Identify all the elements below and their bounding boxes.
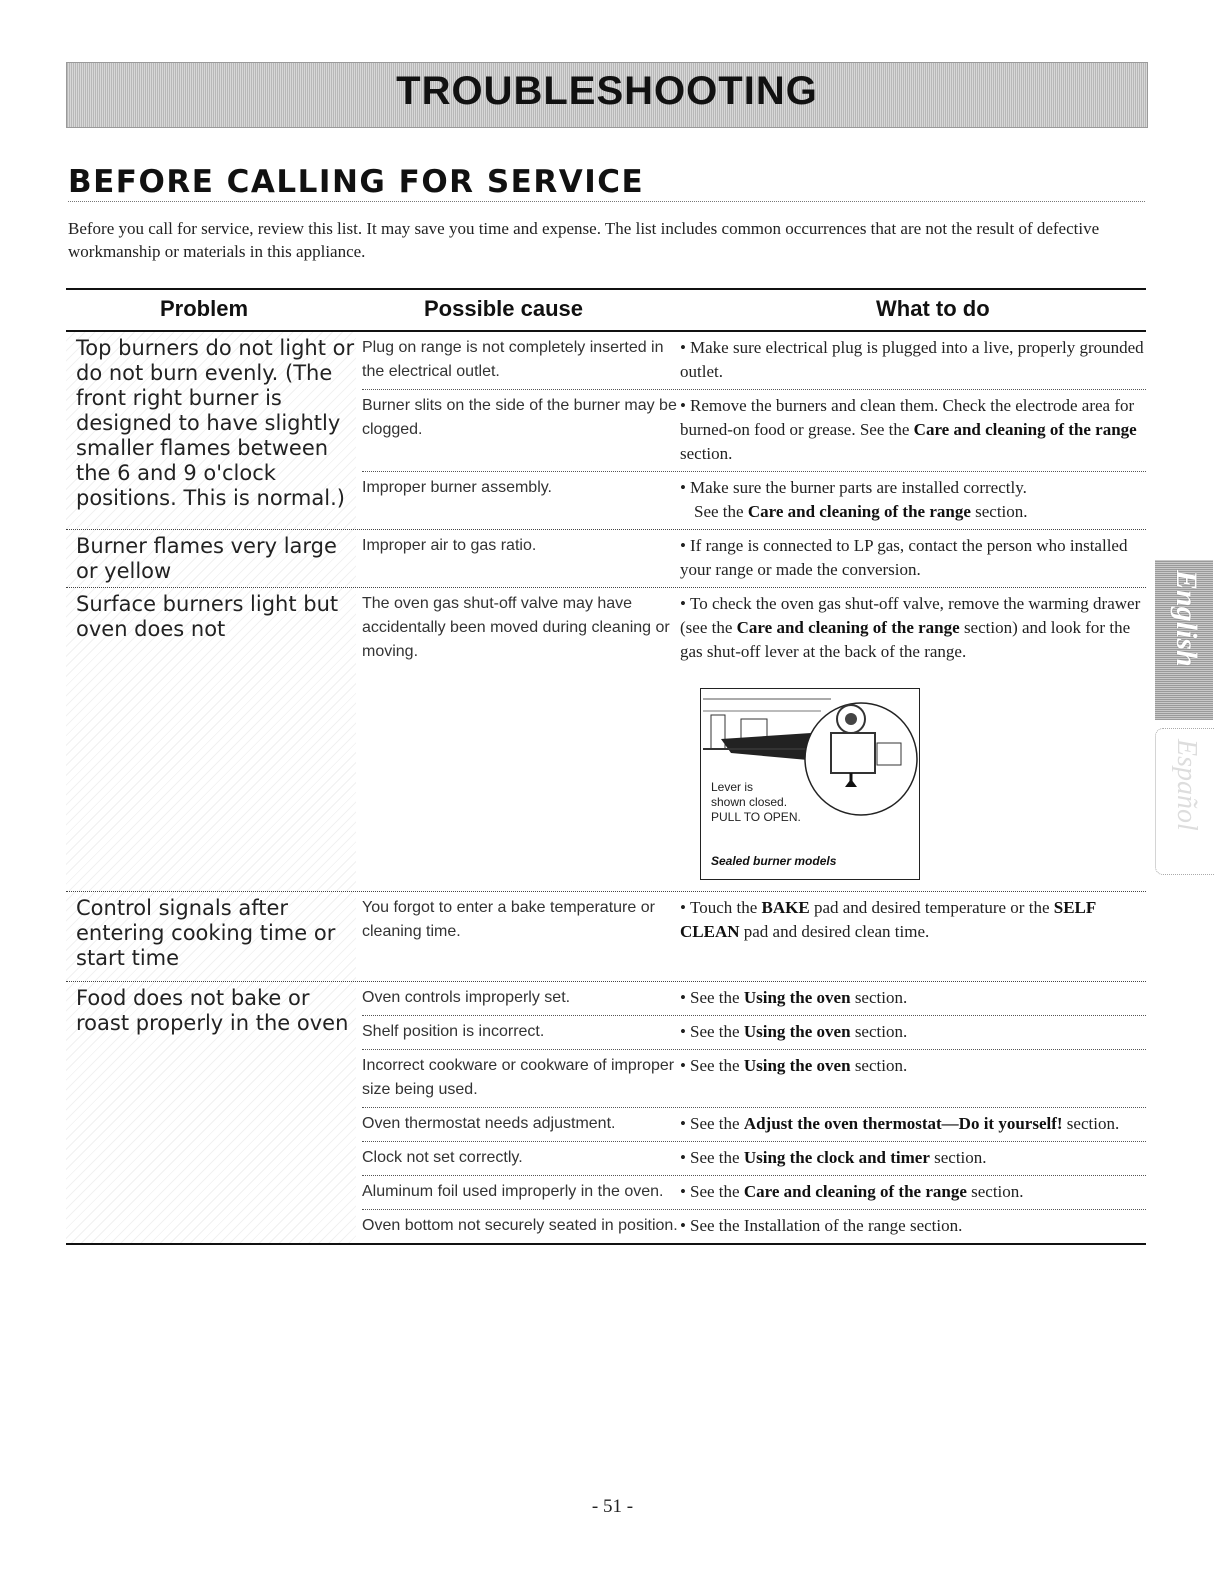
cause-cell: Plug on range is not completely inserted in the electrical outlet.: [362, 339, 664, 380]
problem-cell: Burner flames very large or yellow: [66, 530, 356, 587]
cause-cell: Aluminum foil used improperly in the oven.: [362, 1183, 664, 1200]
title-rule: [68, 201, 1145, 202]
english-tab-label: English: [1170, 570, 1203, 667]
gas-shutoff-figure: [700, 688, 920, 880]
page-number: - 51 -: [591, 1496, 634, 1517]
cause-cell: Oven thermostat needs adjustment.: [362, 1115, 616, 1132]
remedy-cell: • Remove the burners and clean them. Check the electrode area for burned-on food or grease. See the Care and cleaning of the range section.: [680, 396, 1137, 463]
remedy-cell: • See the Using the oven section.: [680, 988, 908, 1007]
troubleshooting-banner: [66, 62, 1148, 128]
header-possible-cause: Possible cause: [424, 296, 583, 321]
remedy-cell: • See the Using the oven section.: [680, 1022, 908, 1041]
remedy-cell: • See the Using the oven section.: [680, 1056, 908, 1075]
table-row: [66, 892, 1146, 982]
figure-label: PULL TO OPEN.: [711, 810, 801, 824]
cause-row: [362, 892, 1146, 981]
cause-cell: Improper burner assembly.: [362, 479, 552, 496]
remedy-cell: • To check the oven gas shut-off valve, remove the warming drawer (see the Care and cleaning of the range section) and look for the gas shut-off lever at the back of the range. Lever is shown closed. PULL TO OPEN. Sealed burner models: [680, 592, 1146, 886]
remedy-cell: • See the Care and cleaning of the range section.: [680, 1182, 1024, 1201]
problem-cell: Food does not bake or roast properly in the oven: [66, 982, 356, 1243]
cause-cell: The oven gas shut-off valve may have accidentally been moved during cleaning or moving.: [362, 595, 670, 660]
cause-cell: Oven bottom not securely seated in position.: [362, 1217, 678, 1234]
cause-row: [362, 1016, 1146, 1050]
troubleshooting-table: [66, 288, 1146, 1245]
remedy-cell: • If range is connected to LP gas, contact the person who installed your range or made the conversion.: [680, 536, 1128, 579]
cause-row: [362, 390, 1146, 472]
english-language-tab[interactable]: [1155, 560, 1213, 720]
cause-row: [362, 588, 1146, 891]
problem-cell: Surface burners light but oven does not: [66, 588, 356, 891]
espanol-language-tab[interactable]: [1155, 728, 1214, 875]
cause-row: [362, 1142, 1146, 1176]
header-what-to-do: What to do: [876, 296, 990, 321]
cause-row: [362, 530, 1146, 587]
intro-paragraph: Before you call for service, review this list. It may save you time and expense. The list includes common occurrences that are not the result of defective workmanship or materials in this appliance.: [68, 219, 1100, 261]
cause-row: [362, 332, 1146, 390]
cause-row: [362, 1108, 1146, 1142]
cause-row: [362, 1176, 1146, 1210]
table-header: [66, 288, 1146, 332]
cause-row: [362, 1210, 1146, 1243]
cause-cell: Shelf position is incorrect.: [362, 1023, 545, 1040]
cause-cell: Incorrect cookware or cookware of improper size being used.: [362, 1057, 675, 1098]
problem-cell: Control signals after entering cooking time or start time: [66, 892, 356, 981]
cause-row: [362, 472, 1146, 529]
cause-cell: Burner slits on the side of the burner may be clogged.: [362, 397, 677, 438]
espanol-tab-label: Español: [1171, 739, 1202, 831]
cause-cell: Improper air to gas ratio.: [362, 537, 537, 554]
table-row: [66, 982, 1146, 1245]
remedy-cell: • Make sure electrical plug is plugged into a live, properly grounded outlet.: [680, 338, 1144, 381]
cause-cell: Oven controls improperly set.: [362, 989, 571, 1006]
table-row: [66, 332, 1146, 530]
remedy-cell: • Touch the BAKE pad and desired temperature or the SELF CLEAN pad and desired clean time.: [680, 898, 1096, 941]
figure-label: Lever is: [711, 780, 754, 794]
figure-caption: Sealed burner models: [711, 854, 837, 868]
section-title: BEFORE CALLING FOR SERVICE: [68, 164, 645, 200]
remedy-cell: • See the Using the clock and timer section.: [680, 1148, 987, 1167]
remedy-cell: • Make sure the burner parts are installed correctly. See the Care and cleaning of the range section.: [680, 478, 1028, 521]
table-row: [66, 588, 1146, 892]
banner-title: TROUBLESHOOTING: [396, 69, 818, 113]
remedy-cell: • See the Installation of the range section.: [680, 1216, 963, 1235]
cause-cell: You forgot to enter a bake temperature or cleaning time.: [362, 899, 655, 940]
table-row: [66, 530, 1146, 588]
header-problem: Problem: [160, 296, 249, 321]
cause-cell: Clock not set correctly.: [362, 1149, 523, 1166]
remedy-cell: • See the Adjust the oven thermostat—Do it yourself! section.: [680, 1114, 1120, 1133]
cause-row: [362, 1050, 1146, 1108]
cause-row: [362, 982, 1146, 1016]
problem-cell: Top burners do not light or do not burn evenly. (The front right burner is designed to have slightly smaller flames between the 6 and 9 o'clock positions. This is normal.): [66, 332, 356, 529]
figure-label: shown closed.: [711, 795, 788, 809]
